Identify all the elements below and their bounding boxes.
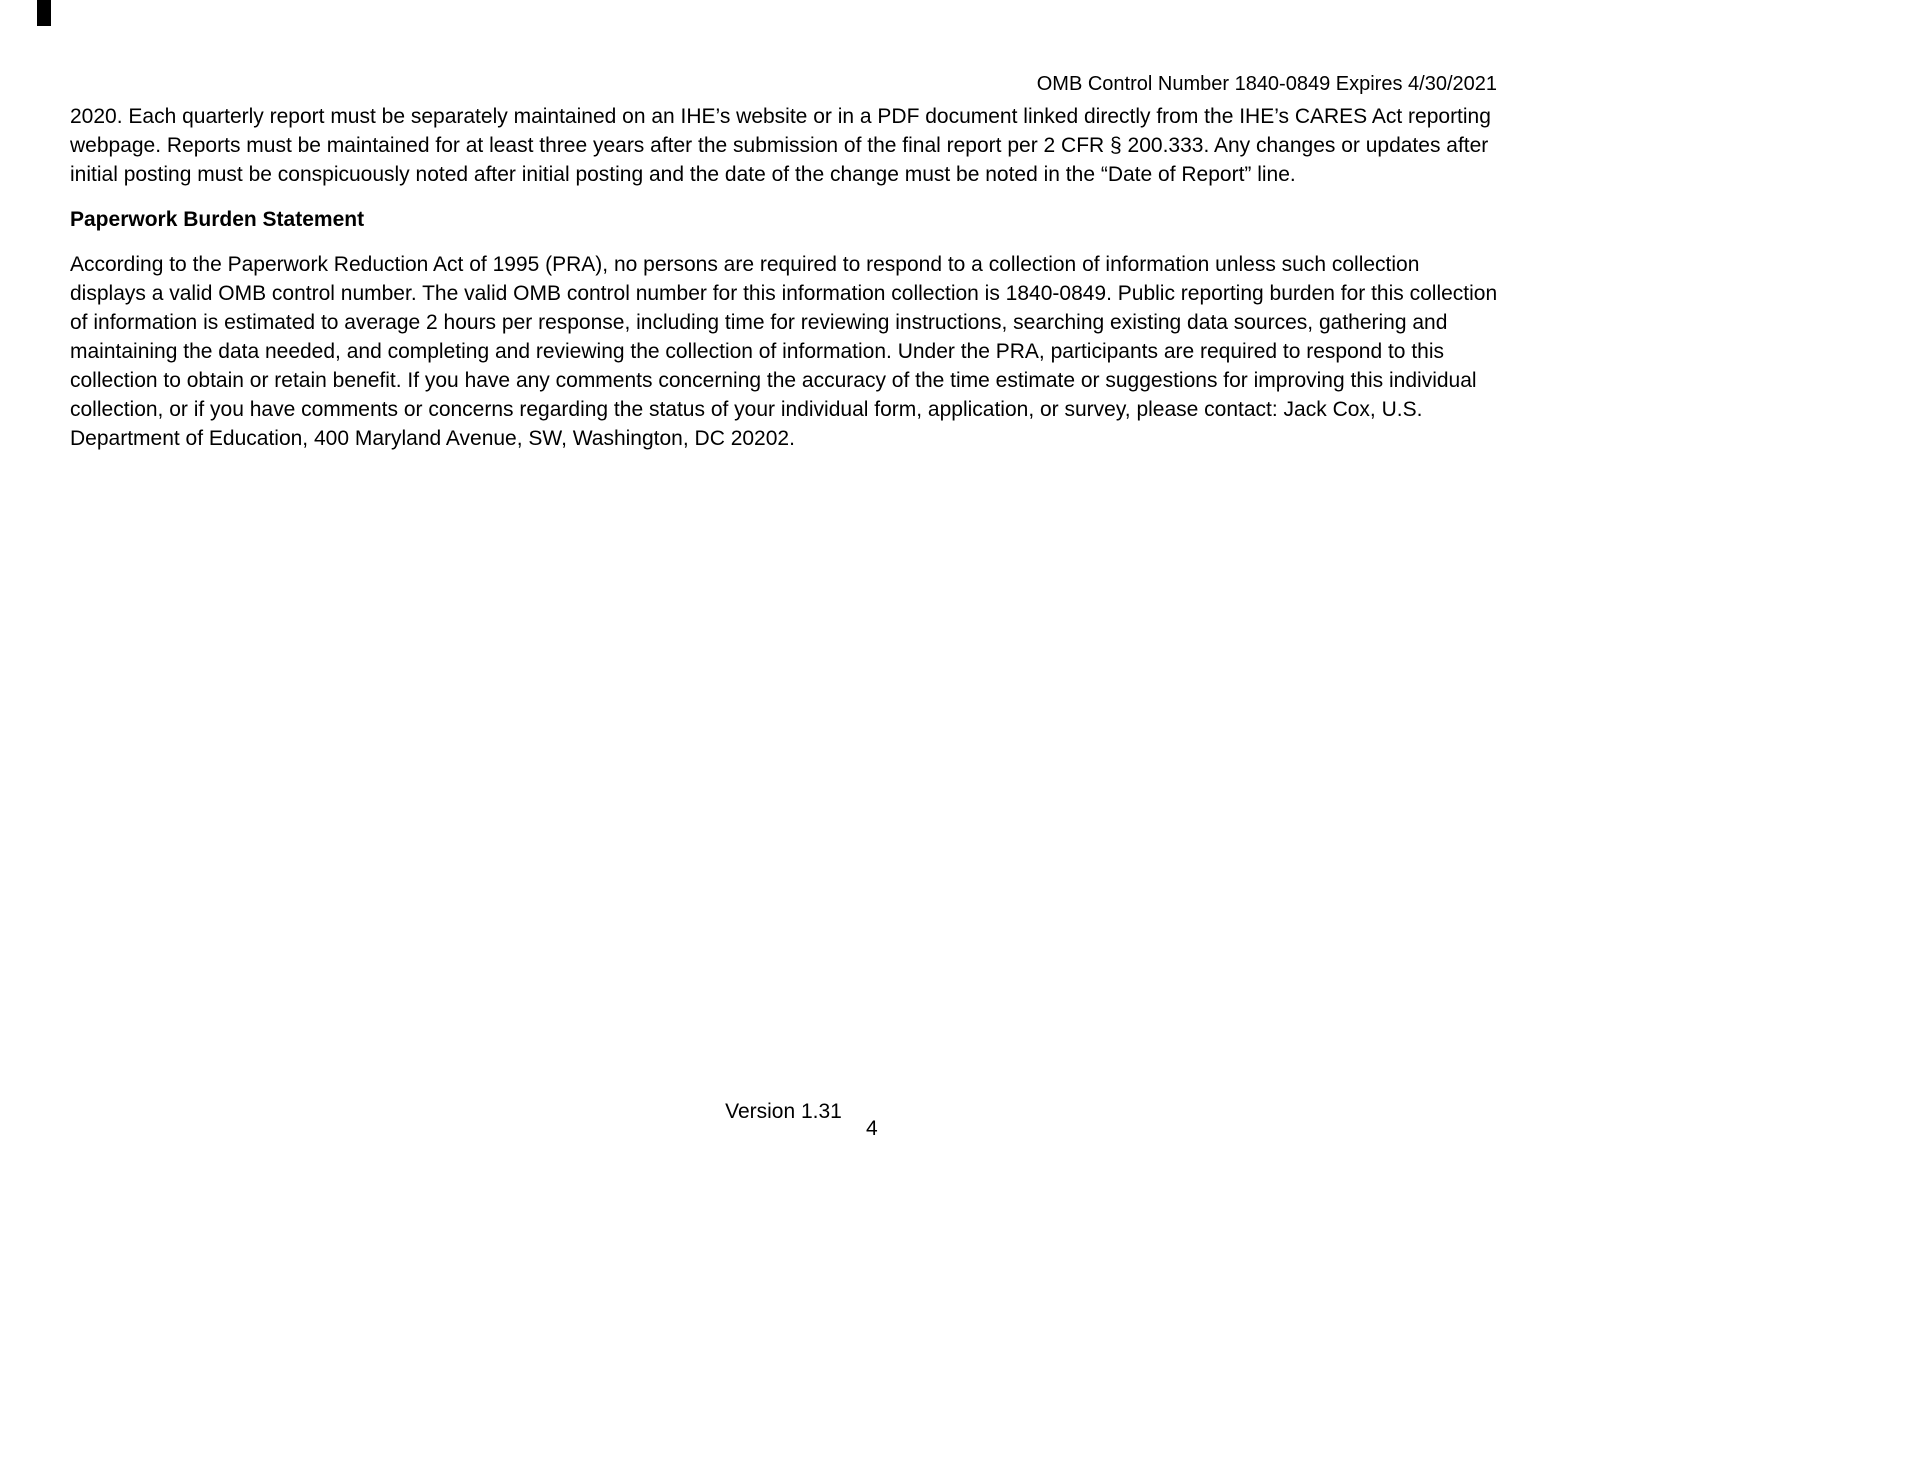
scan-artifact-mark — [37, 0, 51, 26]
paragraph-paperwork-burden-statement: According to the Paperwork Reduction Act of 1995 (PRA), no persons are required to respond to a collection of information unless such collection displays a valid OMB control number. The valid OMB control number for this information collection is 1840-0849. Public reporting burden for this collection of information is estimated to average 2 hours per response, including time for reviewing instructions, searching existing data sources, gathering and maintaining the data needed, and completing and reviewing the collection of information. Under the PRA, participants are required to respond to this collection to obtain or retain benefit. If you have any comments concerning the accuracy of the time estimate or suggestions for improving this individual collection, or if you have comments or concerns regarding the status of your individual form, application, or survey, please contact: Jack Cox, U.S. Department of Education, 400 Maryland Avenue, SW, Washington, DC 20202. — [70, 253, 1498, 450]
page-number: 4 — [866, 1117, 878, 1140]
document-body — [70, 102, 1500, 469]
omb-control-header: OMB Control Number 1840-0849 Expires 4/30/2021 — [1036, 73, 1497, 95]
paragraph-reporting-requirements: 2020. Each quarterly report must be separately maintained on an IHE’s website or in a PDF document linked directly from the IHE’s CARES Act reporting webpage. Reports must be maintained for at least three years after the submission of the final report per 2 CFR § 200.333. Any changes or updates after initial posting must be conspicuously noted after initial posting and the date of the change must be noted in the “Date of Report” line. — [70, 105, 1491, 186]
page-header — [70, 72, 1497, 96]
version-label: Version 1.31 — [725, 1100, 842, 1123]
section-heading-paperwork-burden: Paperwork Burden Statement — [70, 208, 365, 231]
